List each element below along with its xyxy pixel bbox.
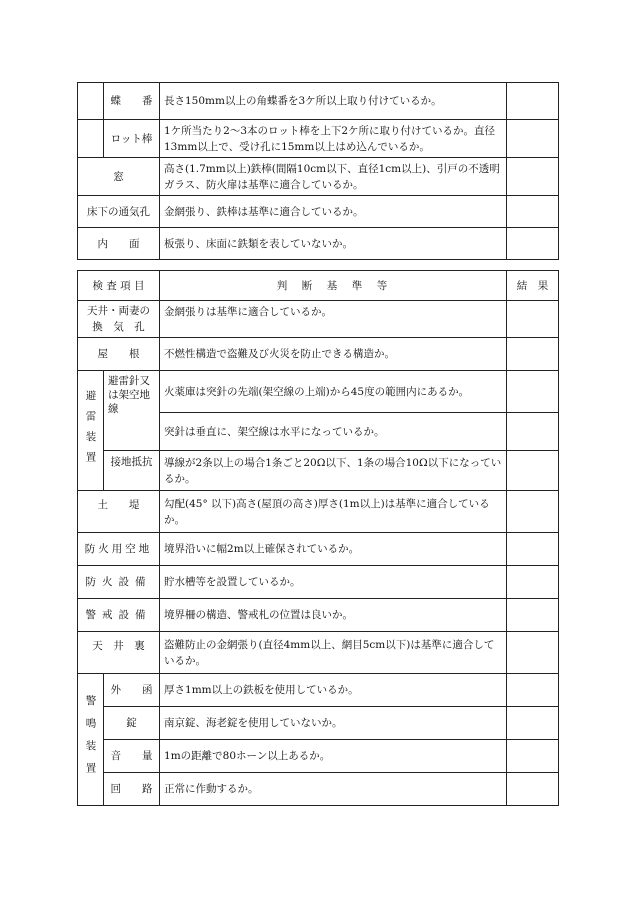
table-row	[78, 773, 559, 806]
criteria-text: 1ケ所当たり2～3本のロット棒を上下2ケ所に取り付けているか。直径13mm以上で、受け孔に15mm以上はめ込んでいるか。	[160, 120, 507, 158]
result-cell	[507, 491, 559, 533]
table-row	[78, 491, 559, 533]
result-cell	[507, 413, 559, 451]
result-cell	[507, 196, 559, 228]
result-cell	[507, 632, 559, 674]
criteria-text: 長さ150mm以上の角蝶番を3ケ所以上取り付けているか。	[160, 83, 507, 120]
table-header-row	[78, 271, 559, 301]
result-cell	[507, 371, 559, 413]
alarm-group-label: 警鳴装置	[78, 674, 104, 806]
table-row	[78, 196, 559, 228]
criteria-text: 板張り、床面に鉄類を表していないか。	[160, 228, 507, 260]
table-row	[78, 566, 559, 599]
table-row	[78, 338, 559, 371]
table-row	[78, 707, 559, 740]
item-label: 警戒設備	[78, 599, 160, 632]
criteria-text: 勾配(45° 以下)高さ(屋頂の高さ)厚さ(1m以上)は基準に適合しているか。	[160, 491, 507, 533]
criteria-text: 盗難防止の金網張り(直径4mm以上、網目5cm以下)は基準に適合しているか。	[160, 632, 507, 674]
inspection-table	[77, 270, 559, 806]
item-label: 避雷針又は架空地線	[104, 371, 160, 451]
table-row	[78, 632, 559, 674]
item-label: 防火設備	[78, 566, 160, 599]
result-cell	[507, 599, 559, 632]
result-cell	[507, 451, 559, 491]
item-label: 回 路	[104, 773, 160, 806]
criteria-text: 金網張り、鉄棒は基準に適合しているか。	[160, 196, 507, 228]
criteria-text: 不燃性構造で盗難及び火災を防止できる構造か。	[160, 338, 507, 371]
table-row	[78, 158, 559, 196]
result-cell	[507, 338, 559, 371]
result-cell	[507, 533, 559, 566]
result-cell	[507, 773, 559, 806]
result-cell	[507, 740, 559, 773]
table-row	[78, 301, 559, 338]
group-cell	[78, 120, 104, 158]
item-label: 蝶 番	[104, 83, 160, 120]
group-cell	[78, 83, 104, 120]
item-label: 防火用空地	[78, 533, 160, 566]
result-cell	[507, 707, 559, 740]
result-cell	[507, 301, 559, 338]
item-label: 音 量	[104, 740, 160, 773]
item-label: 接地抵抗	[104, 451, 160, 491]
criteria-text: 境界沿いに幅2m以上確保されているか。	[160, 533, 507, 566]
result-cell	[507, 674, 559, 707]
item-label: 天井・両妻の換 気 孔	[78, 301, 160, 338]
item-label: 天 井 裏	[78, 632, 160, 674]
criteria-text: 高さ(1.7mm以上)鉄棒(間隔10cm以下、直径1cm以上)、引戸の不透明ガラス、防火扉は基準に適合しているか。	[160, 158, 507, 196]
result-cell	[507, 83, 559, 120]
table-row	[78, 120, 559, 158]
criteria-text: 厚さ1mm以上の鉄板を使用しているか。	[160, 674, 507, 707]
criteria-text: 火薬庫は突針の先端(架空線の上端)から45度の範囲内にあるか。	[160, 371, 507, 413]
criteria-text: 1mの距離で80ホーン以上あるか。	[160, 740, 507, 773]
header-criteria: 判 断 基 準 等	[160, 271, 507, 301]
table-row	[78, 674, 559, 707]
criteria-text: 正常に作動するか。	[160, 773, 507, 806]
result-cell	[507, 228, 559, 260]
item-label: 床下の通気孔	[78, 196, 160, 228]
criteria-text: 突針は垂直に、架空線は水平になっているか。	[160, 413, 507, 451]
item-label: ロット棒	[104, 120, 160, 158]
table-row	[78, 371, 559, 413]
table-row	[78, 740, 559, 773]
result-cell	[507, 566, 559, 599]
criteria-text: 南京錠、海老錠を使用していないか。	[160, 707, 507, 740]
lightning-group-label: 避雷装置	[78, 371, 104, 491]
result-cell	[507, 120, 559, 158]
criteria-text: 金網張りは基準に適合しているか。	[160, 301, 507, 338]
item-label: 窓	[78, 158, 160, 196]
table-row	[78, 228, 559, 260]
table-row	[78, 599, 559, 632]
criteria-text: 導線が2条以上の場合1条ごと20Ω以下、1条の場合10Ω以下になっているか。	[160, 451, 507, 491]
result-cell	[507, 158, 559, 196]
header-result: 結 果	[507, 271, 559, 301]
table-row	[78, 533, 559, 566]
item-label: 錠	[104, 707, 160, 740]
criteria-text: 貯水槽等を設置しているか。	[160, 566, 507, 599]
table-row	[78, 451, 559, 491]
item-label: 内 面	[78, 228, 160, 260]
inspection-table-continued	[77, 82, 559, 260]
item-label: 屋 根	[78, 338, 160, 371]
header-item: 検 査 項 目	[78, 271, 160, 301]
table-row	[78, 83, 559, 120]
item-label: 外 函	[104, 674, 160, 707]
item-label: 土 堤	[78, 491, 160, 533]
criteria-text: 境界柵の構造、警戒札の位置は良いか。	[160, 599, 507, 632]
